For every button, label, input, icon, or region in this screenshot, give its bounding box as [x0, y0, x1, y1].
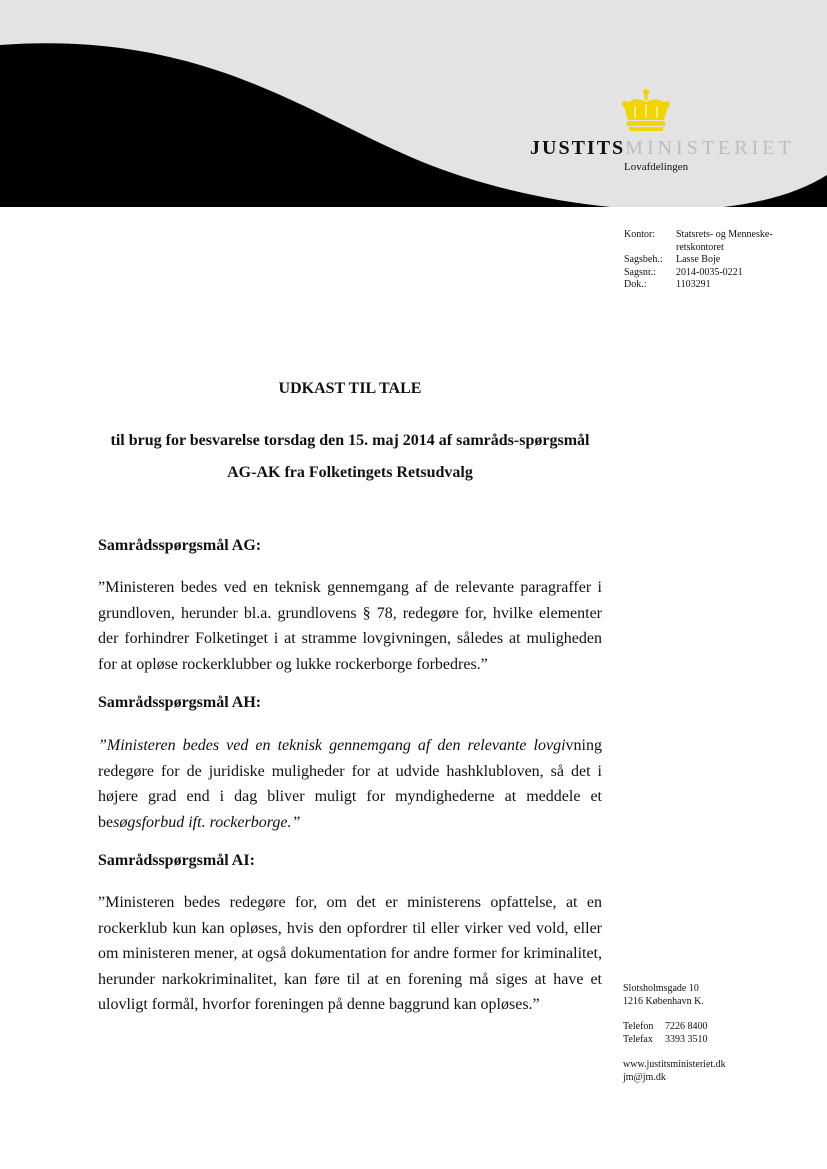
fax-value: 3393 3510: [665, 1033, 708, 1045]
meta-label: Kontor:: [624, 229, 656, 240]
section-text: ”Ministeren bedes ved en teknisk gennemgang af de relevante paragraffer i grundloven, herunder bl.a. grundlovens § 78, redegøre for, hvilke elementer der forhindrer Folketinget i at stramme lovgivningen, således at muligheden for at opløse rockerklubber og lukke rockerborge forbedres.”: [98, 579, 602, 673]
letterhead-banner: [0, 0, 827, 207]
section-heading: Samrådsspørgsmål AG:: [98, 537, 262, 554]
document-title: UDKAST TIL TALE: [278, 380, 422, 397]
address-line: Slotsholmsgade 10: [623, 983, 699, 994]
section-heading: Samrådsspørgsmål AH:: [98, 694, 262, 711]
meta-value: 1103291: [676, 279, 711, 290]
fax-label: Telefax: [623, 1033, 653, 1045]
section-heading: Samrådsspørgsmål AI:: [98, 852, 255, 869]
ministry-logo: [530, 88, 795, 178]
section-text-plain: vning redegøre for de juridiske muligheder for at udvide hashklubloven, så det i højere grad end i dag bliver muligt for myndighederne at meddele et be: [98, 737, 602, 831]
brand-part-2: MINISTERIET: [625, 137, 795, 159]
meta-label: Dok.:: [624, 279, 647, 290]
case-metadata: [624, 229, 796, 292]
email-link[interactable]: jm@jm.dk: [623, 1071, 666, 1083]
meta-row: [624, 254, 796, 267]
section-text: [98, 733, 602, 835]
phone-label: Telefon: [623, 1021, 654, 1032]
website-link[interactable]: www.justitsministeriet.dk: [623, 1059, 726, 1070]
section-text-italic: søgsforbud ift. rockerborge.”: [113, 813, 301, 831]
phone-value: 7226 8400: [665, 1021, 708, 1032]
meta-label: Sagsbeh.:: [624, 254, 663, 265]
crown-icon: [620, 88, 672, 132]
meta-row: [624, 267, 796, 280]
brand-part-1: JUSTITS: [530, 137, 626, 159]
section-text: ”Ministeren bedes redegøre for, om det er ministerens opfattelse, at en rockerklub kun kan opløses, hvis den opfordrer til eller virker ved vold, eller om ministeren mener, at også dokumentation for andre former for kriminalitet, herunder narkokriminalitet, kan føre til at en forening må siges at have et ulovligt formål, hvorfor foreningen på denne baggrund kan opløses.”: [98, 894, 602, 1014]
meta-row: [624, 229, 796, 254]
department-name: Lovafdelingen: [624, 161, 689, 173]
section-text-italic: ”Ministeren bedes ved en teknisk gennemgang af den relevante lovgi: [98, 737, 566, 754]
meta-row: [624, 279, 796, 292]
meta-label: Sagsnr.:: [624, 266, 656, 278]
contact-footer: [623, 983, 726, 1084]
phone-row: [623, 1021, 726, 1034]
ministry-name: [530, 136, 795, 162]
meta-value: 2014-0035-0221: [676, 266, 743, 278]
document-subtitle: til brug for besvarelse torsdag den 15. maj 2014 af samråds-spørgsmål AG-AK fra Folketingets Retsudvalg: [110, 432, 590, 481]
fax-row: [623, 1034, 726, 1047]
meta-value: Lasse Boje: [676, 254, 721, 265]
address-line: 1216 København K.: [623, 995, 704, 1007]
meta-value: Statsrets- og Menneske-retskontoret: [676, 229, 773, 253]
